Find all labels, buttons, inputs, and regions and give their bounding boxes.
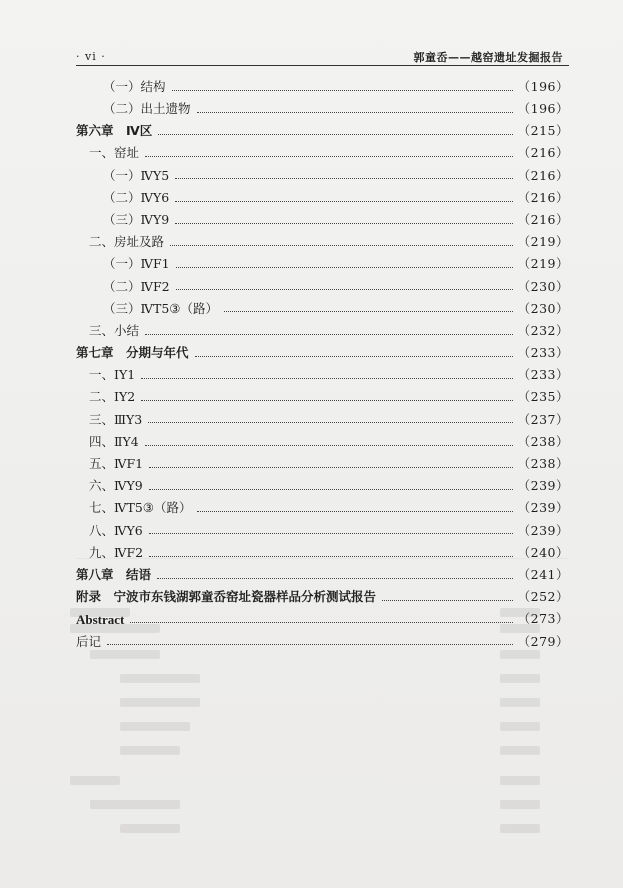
- toc-entry: [76, 254, 569, 276]
- toc-entry-page: （239）: [517, 500, 569, 516]
- toc-entry-page: （216）: [517, 167, 569, 183]
- header-rule: [76, 65, 569, 66]
- toc-entry-title: （一）ⅣY5: [103, 167, 170, 183]
- toc-entry: [76, 276, 569, 298]
- toc-entry: [76, 187, 569, 209]
- toc-entry: [76, 120, 569, 142]
- toc-entry-page: （235）: [517, 389, 569, 405]
- dot-leader: [195, 344, 513, 357]
- toc-entry: [76, 231, 569, 253]
- dot-leader: [197, 499, 512, 512]
- toc-entry: [76, 143, 569, 165]
- dot-leader: [149, 521, 513, 534]
- toc-entry: [76, 542, 569, 564]
- paper-fold: [76, 558, 569, 559]
- toc-entry-page: （252）: [517, 589, 569, 605]
- toc-entry-page: （215）: [517, 123, 569, 139]
- toc-entry-page: （237）: [517, 411, 569, 427]
- toc-entry-title: （一）ⅣF1: [103, 256, 170, 272]
- dot-leader: [176, 277, 513, 290]
- toc-entry-title: 后记: [76, 633, 102, 649]
- toc-entry-title: 四、ⅡY4: [89, 433, 139, 449]
- toc-entry: [76, 520, 569, 542]
- toc-entry-title: （三）ⅣT5③（路）: [103, 300, 218, 316]
- toc-entry-title: 六、ⅣY9: [89, 478, 143, 494]
- toc-entry: [76, 564, 569, 586]
- toc-entry-title: 三、小结: [89, 322, 140, 338]
- dot-leader: [145, 322, 513, 335]
- dot-leader: [175, 211, 512, 224]
- dot-leader: [382, 588, 513, 601]
- dot-leader: [149, 455, 513, 468]
- ghost-mark: [500, 800, 540, 809]
- dot-leader: [107, 632, 513, 645]
- dot-leader: [157, 566, 513, 579]
- ghost-mark: [120, 698, 200, 707]
- dot-leader: [148, 410, 512, 423]
- toc-entry: [76, 453, 569, 475]
- toc-entry-title: 九、ⅣF2: [89, 544, 144, 560]
- toc-entry-title: （二）ⅣF2: [103, 278, 170, 294]
- toc-entry: [76, 298, 569, 320]
- toc-entry: [76, 364, 569, 386]
- ghost-mark: [120, 746, 180, 755]
- toc-entry-title: 第七章 分期与年代: [76, 345, 189, 361]
- toc-entry-page: （230）: [517, 300, 569, 316]
- toc-entry-page: （239）: [517, 522, 569, 538]
- toc-entry-page: （232）: [517, 322, 569, 338]
- toc-entry-page: （216）: [517, 189, 569, 205]
- toc-entry-title: 一、ⅠY1: [89, 367, 136, 383]
- toc-entry-page: （279）: [517, 633, 569, 649]
- running-header: [76, 44, 569, 66]
- ghost-mark: [500, 674, 540, 683]
- toc-entry: [76, 209, 569, 231]
- toc-entry-page: （216）: [517, 211, 569, 227]
- table-of-contents: [76, 76, 569, 653]
- toc-entry: [76, 431, 569, 453]
- dot-leader: [145, 144, 513, 157]
- dot-leader: [158, 122, 512, 135]
- toc-entry-title: （三）ⅣY9: [103, 211, 170, 227]
- toc-entry-page: （240）: [517, 544, 569, 560]
- toc-entry-page: （238）: [517, 456, 569, 472]
- toc-entry: [76, 165, 569, 187]
- toc-entry-title: 八、ⅣY6: [89, 522, 143, 538]
- toc-entry: [76, 475, 569, 497]
- toc-entry-page: （219）: [517, 256, 569, 272]
- toc-entry-title: 第六章 Ⅳ区: [76, 123, 153, 139]
- toc-entry-page: （233）: [517, 367, 569, 383]
- toc-entry-title: 一、窑址: [89, 145, 140, 161]
- dot-leader: [149, 544, 513, 557]
- ghost-mark: [70, 776, 120, 785]
- toc-entry-title: Abstract: [76, 612, 125, 628]
- dot-leader: [130, 610, 512, 623]
- toc-entry-page: （219）: [517, 234, 569, 250]
- toc-entry-page: （241）: [517, 566, 569, 582]
- toc-entry-title: 七、ⅣT5③（路）: [89, 500, 192, 516]
- toc-entry-title: 附录 宁波市东钱湖郭童岙窑址瓷器样品分析测试报告: [76, 589, 377, 605]
- ghost-mark: [90, 800, 180, 809]
- toc-entry: [76, 498, 569, 520]
- ghost-mark: [120, 674, 200, 683]
- ghost-mark: [120, 824, 180, 833]
- toc-entry: [76, 76, 569, 98]
- running-title: 郭童岙——越窑遗址发掘报告: [413, 51, 563, 64]
- toc-entry-page: （273）: [517, 611, 569, 627]
- toc-entry: [76, 586, 569, 608]
- ghost-mark: [500, 746, 540, 755]
- toc-entry-page: （216）: [517, 145, 569, 161]
- ghost-mark: [500, 776, 540, 785]
- toc-entry-title: （二）出土遗物: [103, 101, 191, 117]
- toc-entry: [76, 98, 569, 120]
- dot-leader: [141, 388, 512, 401]
- toc-entry: [76, 320, 569, 342]
- toc-entry: [76, 409, 569, 431]
- toc-entry-page: （196）: [517, 78, 569, 94]
- toc-entry-page: （196）: [517, 101, 569, 117]
- dot-leader: [141, 366, 512, 379]
- page-folio: · vi ·: [76, 50, 106, 63]
- ghost-mark: [120, 722, 190, 731]
- dot-leader: [145, 433, 513, 446]
- toc-entry-title: 三、ⅢY3: [89, 411, 143, 427]
- toc-entry-title: 第八章 结语: [76, 566, 152, 582]
- dot-leader: [149, 477, 513, 490]
- dot-leader: [175, 189, 512, 202]
- toc-entry-title: 二、房址及路: [89, 234, 165, 250]
- ghost-mark: [500, 722, 540, 731]
- toc-entry-title: 五、ⅣF1: [89, 456, 144, 472]
- toc-entry-page: （238）: [517, 433, 569, 449]
- dot-leader: [175, 166, 512, 179]
- toc-entry-title: 二、ⅠY2: [89, 389, 136, 405]
- ghost-mark: [500, 698, 540, 707]
- ghost-mark: [500, 824, 540, 833]
- toc-entry: [76, 609, 569, 631]
- toc-entry-page: （239）: [517, 478, 569, 494]
- dot-leader: [197, 100, 513, 113]
- toc-entry-title: （二）ⅣY6: [103, 189, 170, 205]
- toc-entry: [76, 387, 569, 409]
- dot-leader: [224, 299, 513, 312]
- toc-entry: [76, 631, 569, 653]
- toc-entry-title: （一）结构: [103, 78, 166, 94]
- toc-entry-page: （233）: [517, 345, 569, 361]
- dot-leader: [172, 78, 513, 91]
- toc-entry: [76, 342, 569, 364]
- toc-entry-page: （230）: [517, 278, 569, 294]
- dot-leader: [170, 233, 513, 246]
- dot-leader: [176, 255, 513, 268]
